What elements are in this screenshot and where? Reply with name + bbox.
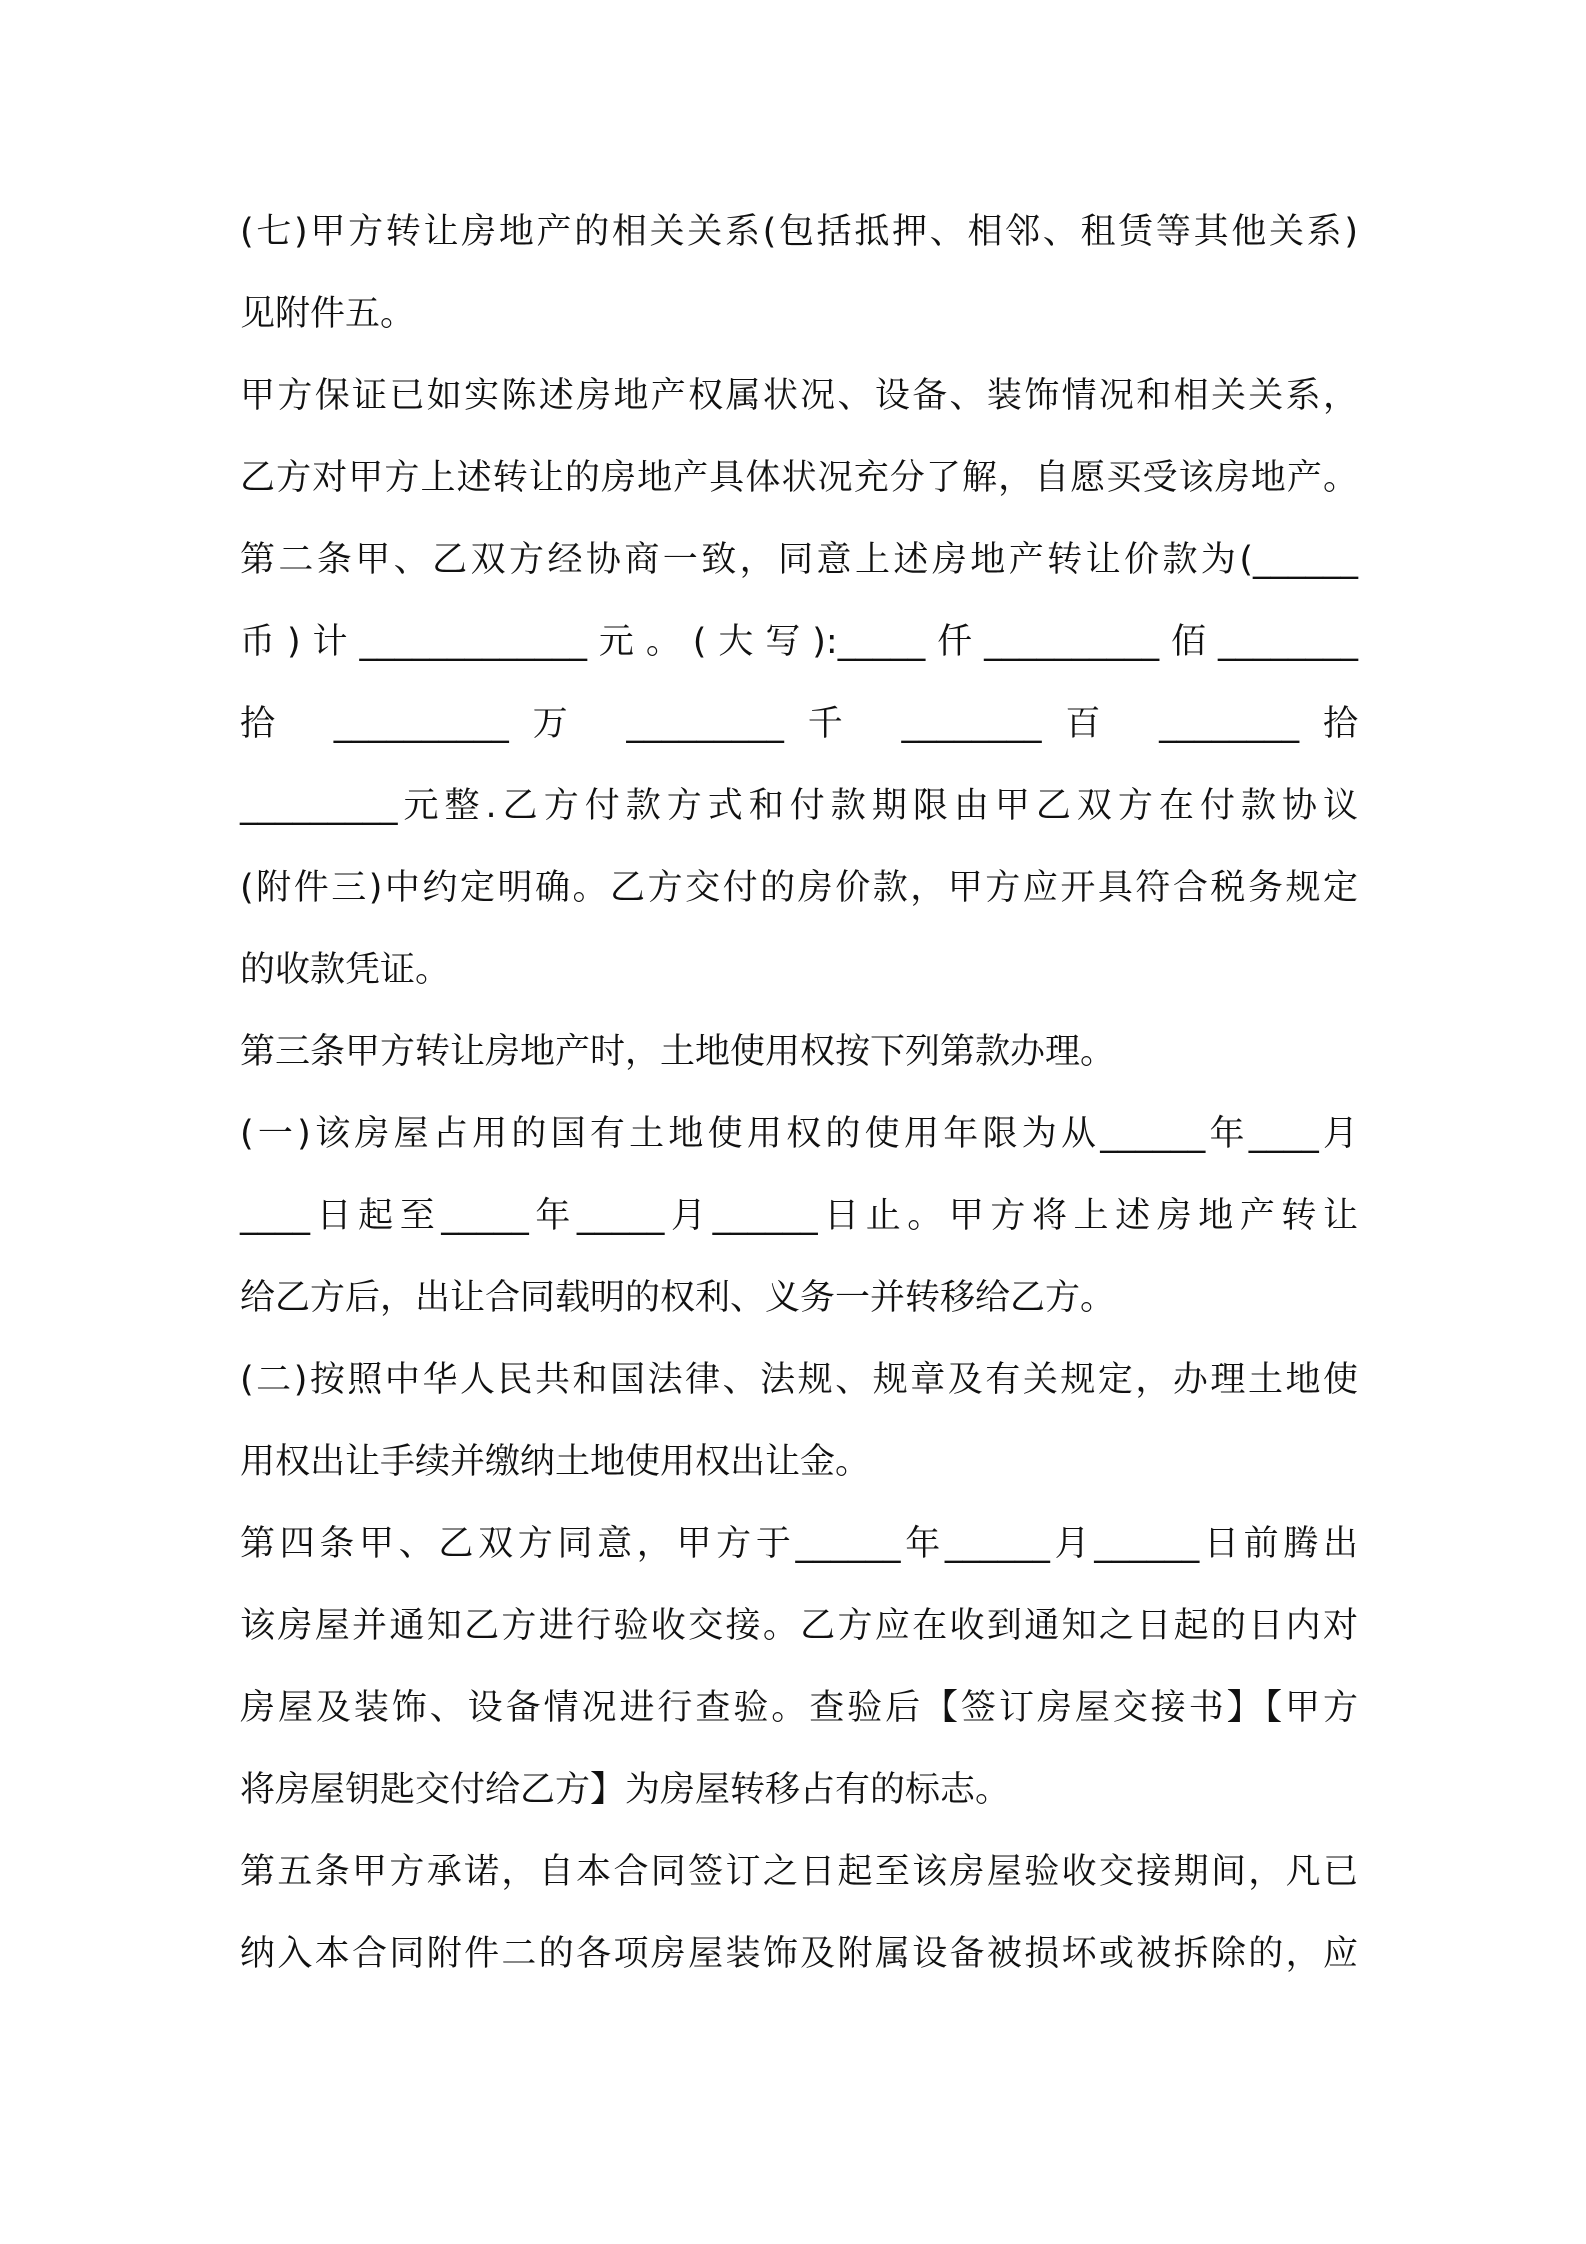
text-line: (二)按照中华人民共和国法律、法规、规章及有关规定，办理土地使 [240, 1360, 1358, 1400]
text-line: 第三条甲方转让房地产时，土地使用权按下列第款办理。 [240, 1032, 1116, 1072]
text-line: _________元整.乙方付款方式和付款期限由甲乙双方在付款协议 [240, 786, 1358, 826]
text-line: 房屋及装饰、设备情况进行查验。查验后【签订房屋交接书】【甲方 [240, 1688, 1358, 1728]
text-line: 第二条甲、乙双方经协商一致，同意上述房地产转让价款为(______ [240, 540, 1358, 580]
text-line: 给乙方后，出让合同载明的权利、义务一并转移给乙方。 [240, 1278, 1116, 1318]
text-line: 的收款凭证。 [240, 950, 451, 990]
text-line: (七)甲方转让房地产的相关关系(包括抵押、相邻、租赁等其他关系) [240, 212, 1358, 252]
text-line: 第五条甲方承诺，自本合同签订之日起至该房屋验收交接期间，凡已 [240, 1852, 1358, 1892]
text-line: 第四条甲、乙双方同意，甲方于______年______月______日前腾出 [240, 1524, 1358, 1564]
text-line: 币)计_____________元。(大写):_____仟__________佰________ [240, 622, 1358, 662]
text-line: (附件三)中约定明确。乙方交付的房价款，甲方应开具符合税务规定 [240, 868, 1358, 908]
text-line: 甲方保证已如实陈述房地产权属状况、设备、装饰情况和相关关系， [240, 376, 1358, 416]
text-line: 该房屋并通知乙方进行验收交接。乙方应在收到通知之日起的日内对 [240, 1606, 1358, 1646]
text-line: 将房屋钥匙交付给乙方】为房屋转移占有的标志。 [240, 1770, 1011, 1810]
text-line: 乙方对甲方上述转让的房地产具体状况充分了解，自愿买受该房地产。 [240, 458, 1358, 498]
text-line: 拾 __________万 _________千 ________百 ________拾 [240, 704, 1358, 744]
text-line: 见附件五。 [240, 294, 416, 334]
text-line: 纳入本合同附件二的各项房屋装饰及附属设备被损坏或被拆除的，应 [240, 1934, 1358, 1974]
text-line: ____日起至_____年_____月______日止。甲方将上述房地产转让 [240, 1196, 1358, 1236]
text-line: (一)该房屋占用的国有土地使用权的使用年限为从______年____月 [240, 1114, 1358, 1154]
text-line: 用权出让手续并缴纳土地使用权出让金。 [240, 1442, 871, 1482]
